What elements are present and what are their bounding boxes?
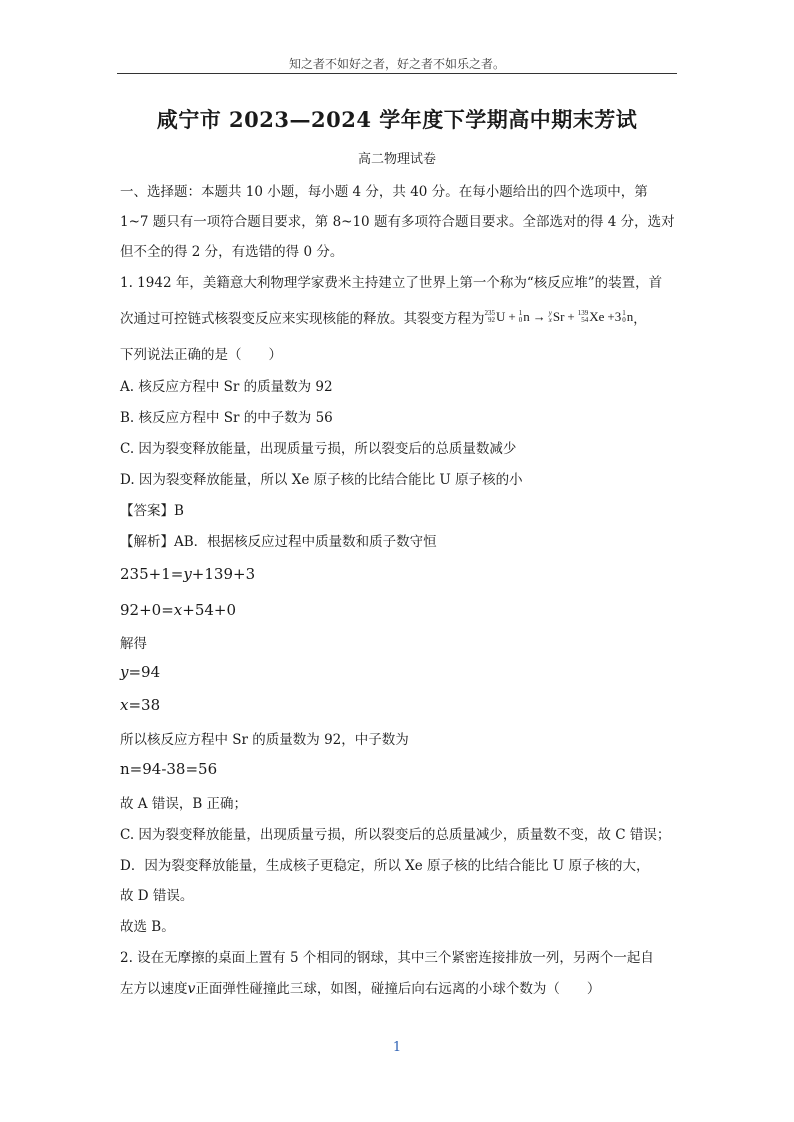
q1-stem-line-3: 下列说法正确的是（ ） bbox=[120, 347, 282, 363]
eq-arrow: → bbox=[532, 309, 546, 324]
eq3-variable: y bbox=[120, 663, 129, 681]
nuclide-sr-charge: x bbox=[548, 316, 552, 324]
analysis-neutron-equation: n=94-38=56 bbox=[120, 760, 218, 778]
eq2-left: 92+0= bbox=[120, 601, 174, 619]
eq-plus-2: + bbox=[567, 309, 575, 324]
nuclide-xe-symbol: Xe bbox=[589, 309, 605, 324]
nuclide-n1-charge: 0 bbox=[518, 316, 523, 324]
analysis-equation-4 bbox=[120, 696, 160, 714]
eq-tail: ， bbox=[633, 310, 647, 326]
nuclide-n1 bbox=[519, 309, 530, 325]
q1-answer: 【答案】B bbox=[120, 503, 184, 519]
nuclide-sr-symbol: Sr bbox=[552, 309, 565, 324]
eq4-value: =38 bbox=[128, 696, 161, 714]
section-instruction-line-3: 但不全的得 2 分，有选错的得 0 分。 bbox=[120, 244, 344, 260]
analysis-ab-result: 故 A 错误，B 正确； bbox=[120, 796, 248, 812]
eq3-value: =94 bbox=[128, 663, 161, 681]
nuclide-u-mass: 235 bbox=[484, 309, 495, 317]
eq1-left: 235+1= bbox=[120, 565, 184, 583]
fission-equation bbox=[485, 308, 647, 327]
nuclide-xe bbox=[578, 309, 605, 325]
header-divider bbox=[117, 73, 677, 74]
nuclide-xe-charge: 54 bbox=[581, 316, 589, 324]
eq4-variable: x bbox=[120, 696, 129, 714]
analysis-c-result: C. 因为裂变释放能量，出现质量亏损，所以裂变后的总质量减少，质量数不变，故 C 错误； bbox=[120, 827, 671, 843]
nuclide-xe-mass: 139 bbox=[577, 309, 589, 317]
nuclide-u-charge: 92 bbox=[488, 316, 495, 324]
analysis-equation-2 bbox=[120, 601, 236, 619]
nuclide-n2 bbox=[622, 309, 633, 325]
header-motto: 知之者不如好之者，好之者不如乐之者。 bbox=[288, 57, 505, 71]
nuclide-n1-symbol: n bbox=[523, 309, 530, 324]
eq-plus-1: + bbox=[508, 309, 516, 324]
nuclide-sr bbox=[549, 309, 565, 325]
section-instruction-line-2: 1~7 题只有一项符合题目要求，第 8~10 题有多项符合题目要求。全部选对的得 4 分，选对 bbox=[120, 214, 675, 230]
page-number: 1 bbox=[392, 1040, 402, 1055]
analysis-equation-3 bbox=[120, 663, 160, 681]
analysis-d-result-line-2: 故 D 错误。 bbox=[120, 888, 194, 904]
q1-stem-line-1: 1. 1942 年，美籍意大利物理学家费米主持建立了世界上第一个称为“核反应堆”的装置，首 bbox=[120, 275, 663, 291]
q1-stem-line-2 bbox=[120, 307, 646, 327]
eq1-right: +139+3 bbox=[191, 565, 256, 583]
nuclide-u-symbol: U bbox=[496, 309, 506, 324]
exam-title: 咸宁市 2023—2024 学年度下学期高中期末芳试 bbox=[156, 107, 638, 132]
analysis-conclusion: 所以核反应方程中 Sr 的质量数为 92，中子数为 bbox=[120, 732, 409, 748]
eq2-variable: x bbox=[173, 601, 183, 619]
q1-option-b: B. 核反应方程中 Sr 的中子数为 56 bbox=[120, 410, 333, 426]
q2-line2-suffix: 正面弹性碰撞此三球，如图，碰撞后向右远离的小球个数为（ ） bbox=[195, 981, 601, 997]
nuclide-sr-mass: y bbox=[548, 309, 552, 317]
nuclide-u bbox=[485, 309, 506, 325]
q1-option-a: A. 核反应方程中 Sr 的质量数为 92 bbox=[120, 379, 333, 395]
nuclide-n2-mass: 1 bbox=[622, 309, 626, 317]
section-instruction-line-1: 一、选择题：本题共 10 小题，每小题 4 分，共 40 分。在每小题给出的四个选项中，第 bbox=[120, 184, 648, 200]
eq-plus-3: +3 bbox=[607, 309, 622, 324]
q1-option-d: D. 因为裂变释放能量，所以 Xe 原子核的比结合能比 U 原子核的小 bbox=[120, 472, 523, 488]
q2-stem-line-2 bbox=[120, 977, 600, 997]
nuclide-n1-mass: 1 bbox=[518, 309, 523, 317]
analysis-equation-1 bbox=[120, 565, 255, 583]
q1-analysis-intro: 【解析】AB．根据核反应过程中质量数和质子数守恒 bbox=[120, 534, 437, 550]
eq2-right: +54+0 bbox=[182, 601, 237, 619]
analysis-d-result-line-1: D．因为裂变释放能量，生成核子更稳定，所以 Xe 原子核的比结合能比 U 原子核的大， bbox=[120, 858, 650, 874]
analysis-solve-label: 解得 bbox=[120, 636, 147, 652]
q1-stem-line-2-text: 次通过可控链式核裂变反应来实现核能的释放。其裂变方程为 bbox=[120, 311, 485, 327]
exam-subtitle: 高二物理试卷 bbox=[357, 152, 436, 167]
q2-velocity-variable: v bbox=[187, 981, 196, 997]
eq1-variable: y bbox=[183, 565, 192, 583]
q2-stem-line-1: 2. 设在无摩擦的桌面上置有 5 个相同的钢球，其中三个紧密连接排放一列，另两个一起自 bbox=[120, 950, 654, 966]
nuclide-n2-symbol: n bbox=[626, 309, 634, 324]
q1-option-c: C. 因为裂变释放能量，出现质量亏损，所以裂变后的总质量数减少 bbox=[120, 441, 517, 457]
nuclide-n2-charge: 0 bbox=[622, 316, 626, 324]
q2-line2-prefix: 左方以速度 bbox=[120, 981, 188, 997]
analysis-final: 故选 B。 bbox=[120, 919, 175, 935]
